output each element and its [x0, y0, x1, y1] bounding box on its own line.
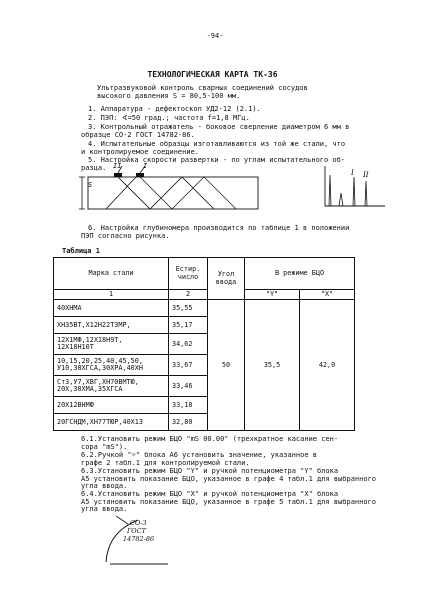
row-steel: Ст3,У7,ХВГ,ХН70ВМТЮ, 20Х,30ХМА,35ХГСА	[54, 376, 169, 397]
stamp-line-2: ГОСТ	[127, 527, 146, 535]
item-5: 5. Настройка скорости развертки - по углам испытательного об-	[88, 156, 346, 164]
item-6: 6. Настройка глубиномера производится по таблице 1 в положении	[88, 224, 350, 232]
svg-text:II: II	[363, 171, 369, 179]
stamp-line-3: 14782-86	[123, 535, 155, 543]
row-steel: 20Х12ВНМФ	[54, 397, 169, 414]
col-header-number: Естир. число	[169, 258, 208, 290]
row-number: 33,18	[169, 397, 208, 414]
row-steel: ХН35ВТ,Х12Н22Т3МР,	[54, 317, 169, 334]
subtitle-line-1: Ультразвуковой контроль сварных соединений сосудов	[97, 84, 308, 92]
col-num-2: 2	[169, 290, 208, 300]
para-6-1: 6.1.Установить режим БЦО "mS 00.00" (трехкратное касание сен- сора "mS").	[81, 435, 339, 451]
item-2: 2. ПЭП: ∢=50 град.; частота f=1,8 МГц.	[88, 114, 250, 122]
row-number: 35,55	[169, 300, 208, 317]
row-steel: 12Х1МФ,12Х18Н9Т, 12Х18Н10Т	[54, 334, 169, 355]
row-steel: 20ГСНДМ,ХН77ТЮР,40Х13	[54, 414, 169, 431]
stamp-line-1: СО-3	[130, 519, 147, 527]
para-6-3: 6.3.Установить режим БЦО "Y" и ручкой потенциометра "Y" блока А5 установить показание БЦО, указанное в графе 4 табл.1 для выбранного угла ввода.	[81, 467, 377, 491]
item-3-cont: образце СО-2 ГОСТ 14782-86.	[81, 131, 195, 139]
oscillogram-figure	[323, 163, 387, 211]
merged-x: 42,0	[300, 300, 355, 431]
row-number: 33,46	[169, 376, 208, 397]
col-header-x: "X"	[300, 290, 355, 300]
beam-path-figure	[78, 162, 268, 217]
steel-calibration-table	[53, 257, 355, 431]
row-number: 32,80	[169, 414, 208, 431]
item-6-cont: ПЭП согласно рисунка.	[81, 232, 170, 240]
row-number: 33,67	[169, 355, 208, 376]
position-label-I: I	[143, 162, 148, 170]
subtitle-line-2: высокого давления S = 80,5-100 мм.	[97, 92, 241, 100]
row-number: 34,62	[169, 334, 208, 355]
item-3: 3. Контрольный отражатель - боковое сверление диаметром 6 мм в	[88, 123, 350, 131]
row-steel: 40ХНМА	[54, 300, 169, 317]
item-4-cont: и контролируемое соединение.	[81, 148, 200, 156]
col-header-steel: Марка стали	[54, 258, 169, 290]
col-header-bso: В режиме БЦО	[245, 258, 355, 290]
item-1: 1. Аппаратура - дефектоскоп УД2-12 (2.1).	[88, 105, 261, 113]
col-num-1: 1	[54, 290, 169, 300]
table-caption: Таблица 1	[62, 247, 100, 255]
item-5-cont: разца.	[81, 164, 107, 172]
row-number: 35,17	[169, 317, 208, 334]
page-title: ТЕХНОЛОГИЧЕСКАЯ КАРТА ТК-36	[147, 70, 278, 79]
page-number: -94-	[206, 32, 224, 40]
thickness-label: S	[88, 181, 93, 189]
col-header-angle: Угол ввода	[208, 258, 245, 300]
svg-text:I: I	[351, 169, 354, 177]
para-6-2: 6.2.Ручкой "☼" блока А6 установить значение, указанное в графе 2 табл.1 для контролируемой стали.	[81, 451, 318, 467]
merged-angle: 50	[208, 300, 245, 431]
item-4: 4. Испытательные образцы изготавливаются из той же стали, что	[88, 140, 346, 148]
col-header-y: "Y"	[245, 290, 300, 300]
para-6-4: 6.4.Установить режим БЦО "X" и ручкой потенциометра "X" блока А5 установить показание БЦО, указанное в графе 5 табл.1 для выбранного угла ввода.	[81, 490, 377, 514]
position-label-II: II	[113, 162, 122, 170]
merged-y: 35,5	[245, 300, 300, 431]
row-steel: 10,15,20,25,40,45,50, У10,30ХГСА,30ХРА,40ХН	[54, 355, 169, 376]
